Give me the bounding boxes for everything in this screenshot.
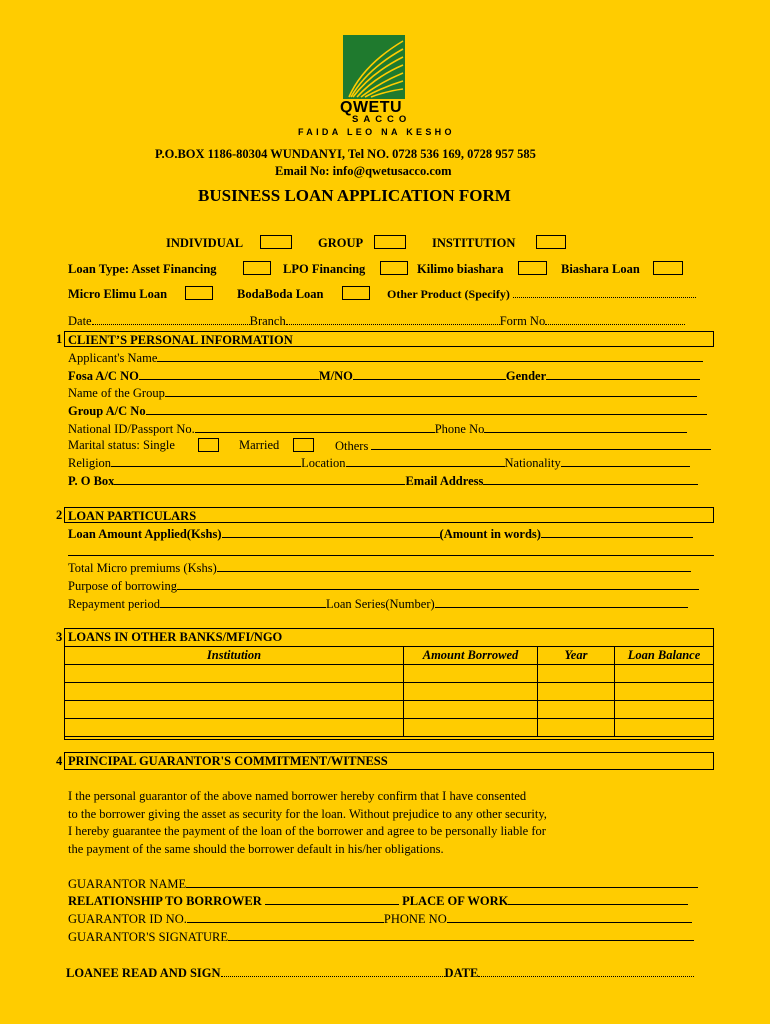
marital-caption: Marital status: bbox=[68, 438, 140, 452]
loan-series-field[interactable] bbox=[435, 596, 688, 608]
logo-sub: SACCO bbox=[352, 114, 412, 125]
form-no-field[interactable] bbox=[545, 314, 685, 325]
group-label: GROUP bbox=[318, 236, 364, 250]
fosa-row bbox=[68, 368, 700, 384]
phone-no-label: PHONE NO bbox=[383, 912, 447, 926]
table-row bbox=[65, 719, 714, 737]
micro-premiums-field[interactable] bbox=[217, 560, 691, 572]
guarantor-name-row bbox=[68, 876, 698, 892]
micro-elimu-checkbox[interactable] bbox=[185, 286, 213, 300]
religion-row bbox=[68, 455, 690, 471]
gender-label: Gender bbox=[505, 369, 547, 383]
signature-field[interactable] bbox=[228, 929, 694, 941]
loan-type-label bbox=[68, 262, 217, 277]
page-title: BUSINESS LOAN APPLICATION FORM bbox=[198, 186, 511, 205]
cell-amount[interactable] bbox=[404, 719, 538, 737]
section2-number: 2 bbox=[56, 508, 63, 522]
biashara-loan-checkbox[interactable] bbox=[653, 261, 683, 275]
col-amount-borrowed: Amount Borrowed bbox=[404, 647, 538, 665]
others-row bbox=[335, 438, 711, 454]
cell-institution[interactable] bbox=[65, 719, 404, 737]
cell-year[interactable] bbox=[538, 683, 615, 701]
kilimo-biashara-label: Kilimo biashara bbox=[417, 262, 504, 276]
bodaboda-label: BodaBoda Loan bbox=[237, 287, 324, 301]
relationship-label: RELATIONSHIP TO BORROWER bbox=[68, 894, 262, 908]
group-name-label: Name of the Group bbox=[68, 386, 165, 400]
pobox-label: P. O Box bbox=[68, 474, 115, 488]
nationality-field[interactable] bbox=[561, 455, 690, 467]
loan-amount-label: Loan Amount Applied(Kshs) bbox=[68, 527, 222, 541]
cell-balance[interactable] bbox=[615, 683, 714, 701]
phone-label: Phone No bbox=[434, 422, 485, 436]
applicant-name-field[interactable] bbox=[157, 350, 703, 362]
section3-title: LOANS IN OTHER BANKS/MFI/NGO bbox=[68, 630, 283, 644]
bodaboda-checkbox[interactable] bbox=[342, 286, 370, 300]
address-line: P.O.BOX 1186-80304 WUNDANYI, Tel NO. 0728 536 169, 0728 957 585 bbox=[155, 147, 536, 161]
section1-header bbox=[64, 331, 714, 347]
table-row bbox=[65, 665, 714, 683]
guarantor-name-field[interactable] bbox=[186, 876, 698, 888]
asset-financing-label: Asset Financing bbox=[131, 262, 217, 276]
single-checkbox[interactable] bbox=[198, 438, 219, 452]
section1-title: CLIENT’S PERSONAL INFORMATION bbox=[68, 333, 293, 347]
table-header-row bbox=[65, 647, 714, 665]
logo-tagline: FAIDA LEO NA KESHO bbox=[298, 127, 455, 137]
loan-amount-row bbox=[68, 526, 693, 542]
phone-field[interactable] bbox=[484, 421, 687, 433]
section2-title: LOAN PARTICULARS bbox=[68, 509, 197, 523]
cell-amount[interactable] bbox=[404, 683, 538, 701]
statement-line: I the personal guarantor of the above named borrower hereby confirm that I have consented bbox=[68, 789, 527, 803]
cell-amount[interactable] bbox=[404, 701, 538, 719]
applicant-name-label: Applicant's Name bbox=[68, 351, 158, 365]
branch-field[interactable] bbox=[286, 314, 500, 325]
guarantor-statement bbox=[68, 788, 668, 858]
religion-label: Religion bbox=[68, 456, 112, 470]
logo-name: QWETU bbox=[340, 99, 403, 116]
location-field[interactable] bbox=[346, 455, 505, 467]
date-label: Date bbox=[68, 314, 92, 328]
individual-checkbox[interactable] bbox=[260, 235, 292, 249]
micro-premiums-row bbox=[68, 560, 691, 576]
col-loan-balance: Loan Balance bbox=[615, 647, 714, 665]
micro-premiums-label: Total Micro premiums (Kshs) bbox=[68, 561, 217, 575]
loan-amount-field[interactable] bbox=[222, 526, 440, 538]
cell-year[interactable] bbox=[538, 665, 615, 683]
single-label: Single bbox=[143, 438, 175, 452]
pobox-row bbox=[68, 473, 698, 489]
section1-number: 1 bbox=[56, 332, 63, 346]
purpose-label: Purpose of borrowing bbox=[68, 579, 178, 593]
kilimo-biashara-checkbox[interactable] bbox=[518, 261, 547, 275]
col-institution: Institution bbox=[65, 647, 404, 665]
loan-series-label: Loan Series(Number) bbox=[326, 597, 435, 611]
purpose-row bbox=[68, 578, 699, 594]
institution-checkbox[interactable] bbox=[536, 235, 566, 249]
guarantor-name-label: GUARANTOR NAME bbox=[68, 877, 187, 891]
email-address-label: Email Address bbox=[405, 474, 484, 488]
married-checkbox[interactable] bbox=[293, 438, 314, 452]
location-label: Location bbox=[301, 456, 346, 470]
repayment-field[interactable] bbox=[160, 596, 326, 608]
cell-balance[interactable] bbox=[615, 719, 714, 737]
loanee-row bbox=[66, 966, 694, 981]
cell-year[interactable] bbox=[538, 701, 615, 719]
group-ac-row bbox=[68, 403, 707, 419]
statement-line: I hereby guarantee the payment of the loan of the borrower and agree to be personally liable for bbox=[68, 824, 546, 839]
footer-date-label: DATE bbox=[444, 966, 479, 980]
guarantor-id-row bbox=[68, 911, 692, 927]
cell-amount[interactable] bbox=[404, 665, 538, 683]
individual-label: INDIVIDUAL bbox=[166, 236, 244, 250]
footer-date-field[interactable] bbox=[478, 966, 694, 977]
group-ac-field[interactable] bbox=[146, 403, 707, 415]
phone-no-field[interactable] bbox=[447, 911, 692, 923]
place-of-work-field[interactable] bbox=[508, 893, 688, 905]
others-label: Others bbox=[335, 439, 369, 453]
email-address-field[interactable] bbox=[483, 473, 698, 485]
relationship-row bbox=[68, 893, 688, 909]
group-name-field[interactable] bbox=[165, 385, 697, 397]
mno-label: M/NO bbox=[318, 369, 353, 383]
amount-words-label: (Amount in words) bbox=[439, 527, 541, 541]
amount-words-continuation[interactable] bbox=[68, 555, 714, 556]
other-loans-table bbox=[64, 646, 714, 737]
group-checkbox[interactable] bbox=[374, 235, 406, 249]
loanee-signature-field[interactable] bbox=[221, 966, 445, 977]
national-id-row bbox=[68, 421, 687, 437]
amount-words-field[interactable] bbox=[541, 526, 693, 538]
statement-line: the payment of the same should the borrower default in his/her obligations. bbox=[68, 841, 444, 856]
institution-label: INSTITUTION bbox=[432, 236, 516, 250]
table-row bbox=[65, 683, 714, 701]
cell-year[interactable] bbox=[538, 719, 615, 737]
lpo-financing-checkbox[interactable] bbox=[380, 261, 408, 275]
cell-balance[interactable] bbox=[615, 701, 714, 719]
fosa-label: Fosa A/C NO bbox=[68, 369, 139, 383]
loan-type-caption: Loan Type: bbox=[68, 262, 130, 276]
pobox-field[interactable] bbox=[114, 473, 405, 485]
place-of-work-label: PLACE OF WORK bbox=[402, 894, 509, 908]
guarantor-id-field[interactable] bbox=[187, 911, 384, 923]
repayment-label: Repayment period bbox=[68, 597, 160, 611]
guarantor-id-label: GUARANTOR ID NO. bbox=[68, 912, 187, 926]
repayment-row bbox=[68, 596, 688, 612]
cell-institution[interactable] bbox=[65, 683, 404, 701]
logo bbox=[343, 35, 405, 99]
section3-number: 3 bbox=[56, 630, 63, 644]
others-field[interactable] bbox=[371, 438, 711, 450]
group-ac-label: Group A/C No bbox=[68, 404, 146, 418]
branch-label: Branch bbox=[249, 314, 286, 328]
group-name-row bbox=[68, 385, 697, 401]
lpo-financing-label: LPO Financing bbox=[283, 262, 366, 276]
national-id-field[interactable] bbox=[195, 421, 435, 433]
email-line: Email No: info@qwetusacco.com bbox=[275, 164, 452, 178]
cell-institution[interactable] bbox=[65, 665, 404, 683]
section2-header bbox=[64, 507, 714, 523]
section4-number: 4 bbox=[56, 754, 63, 768]
loanee-label: LOANEE READ AND SIGN bbox=[66, 966, 221, 980]
date-field[interactable] bbox=[92, 314, 250, 325]
gender-field[interactable] bbox=[546, 368, 700, 380]
relationship-field[interactable] bbox=[265, 893, 399, 905]
signature-row bbox=[68, 929, 694, 945]
mno-field[interactable] bbox=[353, 368, 506, 380]
purpose-field[interactable] bbox=[177, 578, 699, 590]
micro-elimu-label: Micro Elimu Loan bbox=[68, 287, 168, 301]
cell-institution[interactable] bbox=[65, 701, 404, 719]
col-year: Year bbox=[538, 647, 615, 665]
nationality-label: Nationality bbox=[504, 456, 561, 470]
section4-header bbox=[64, 752, 714, 770]
other-product-field[interactable] bbox=[513, 287, 696, 298]
logo-rays-icon bbox=[343, 35, 405, 99]
fosa-field[interactable] bbox=[139, 368, 319, 380]
other-product-caption: Other Product (Specify) bbox=[387, 287, 510, 301]
marital-label bbox=[68, 438, 175, 453]
meta-row bbox=[68, 314, 685, 329]
other-product-label bbox=[387, 287, 696, 302]
applicant-name-row bbox=[68, 350, 703, 366]
form-no-label: Form No bbox=[499, 314, 546, 328]
national-id-label: National ID/Passport No. bbox=[68, 422, 195, 436]
married-label: Married bbox=[239, 438, 280, 452]
table-row bbox=[65, 701, 714, 719]
religion-field[interactable] bbox=[111, 455, 301, 467]
statement-line: to the borrower giving the asset as security for the loan. Without prejudice to any other security, bbox=[68, 806, 547, 821]
section4-title: PRINCIPAL GUARANTOR'S COMMITMENT/WITNESS bbox=[68, 754, 388, 768]
biashara-loan-label: Biashara Loan bbox=[561, 262, 640, 276]
signature-label: GUARANTOR'S SIGNATURE bbox=[68, 930, 229, 944]
asset-financing-checkbox[interactable] bbox=[243, 261, 271, 275]
cell-balance[interactable] bbox=[615, 665, 714, 683]
